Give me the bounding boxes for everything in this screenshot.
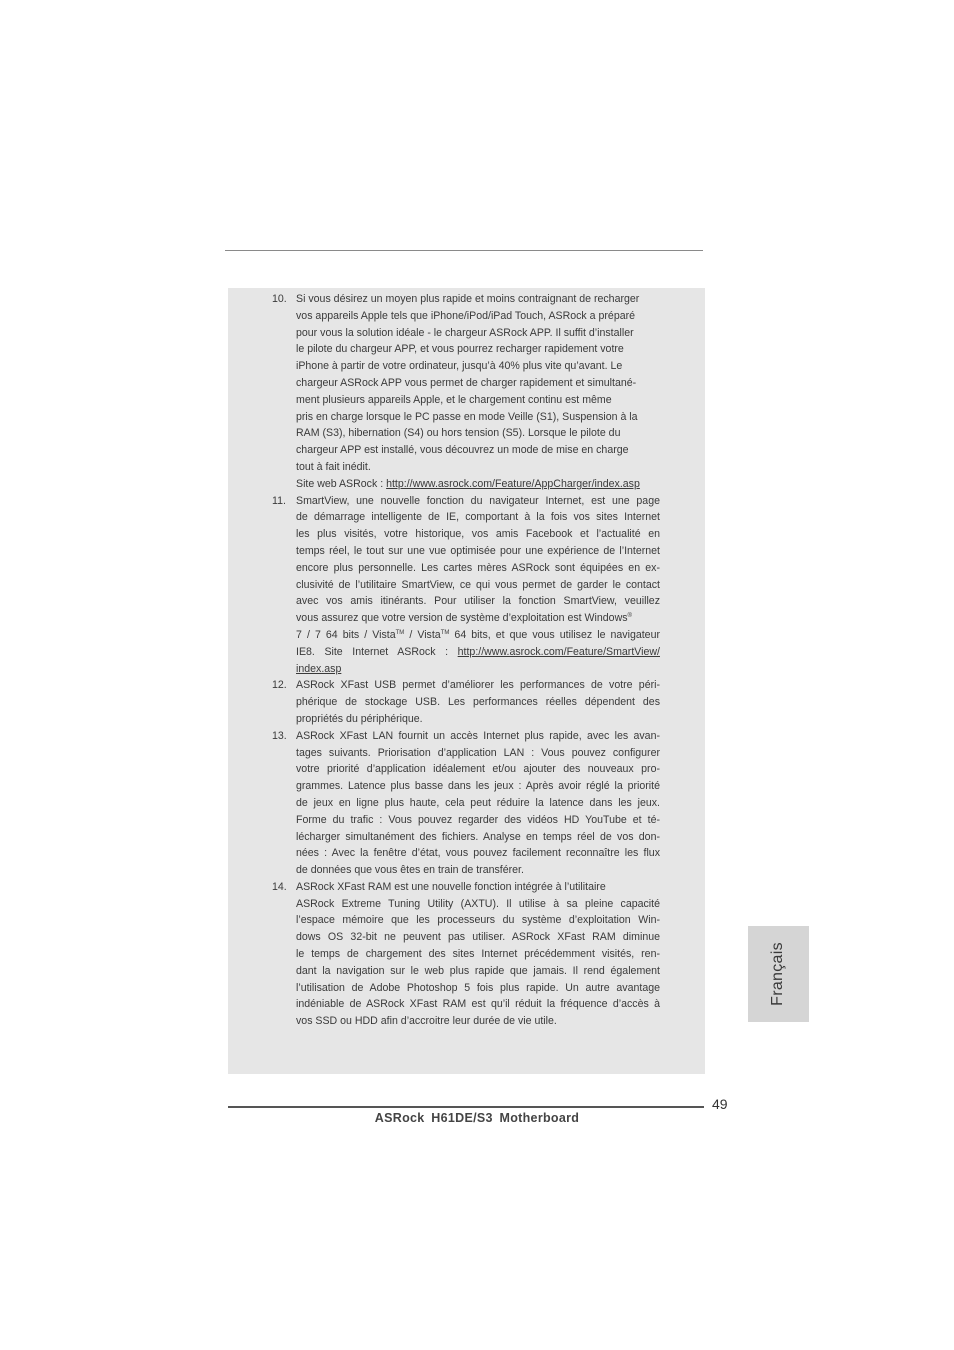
- os-text: / Vista: [404, 628, 441, 641]
- text-line: SmartView, une nouvelle fonction du navigateur Internet, est une page: [296, 494, 660, 507]
- text-line: vos SSD ou HDD afin d’accroitre leur durée de vie utile.: [296, 1015, 557, 1028]
- text-line: chargeur APP est installé, vous découvrez un mode de mise en charge: [296, 444, 629, 457]
- text-line: avec vos amis itinérants. Pour utiliser la fonction SmartView, veuillez: [296, 595, 660, 608]
- list-item: [228, 677, 705, 727]
- list-item: [228, 879, 705, 1030]
- footer-divider: [228, 1106, 704, 1108]
- list-item: [228, 493, 705, 678]
- text-line: les plus visités, votre historique, vos amis Facebook et l’actualité en: [296, 528, 660, 541]
- footer-title: ASRock H61DE/S3 Motherboard: [374, 1111, 580, 1125]
- text-line: l’espace mémoire que les processeurs du système d’exploitation Win-: [296, 914, 660, 927]
- item-body: [296, 879, 660, 1030]
- item-body: [296, 291, 660, 493]
- text-line: iPhone à partir de votre ordinateur, jusqu’à 40% plus vite qu’avant. Le: [296, 360, 623, 373]
- website-label: IE8. Site Internet ASRock :: [296, 645, 458, 658]
- text-line: ASRock XFast RAM est une nouvelle fonction intégrée à l’utilitaire: [296, 880, 606, 893]
- content-panel: [228, 288, 705, 1074]
- item-number: 10.: [272, 293, 287, 305]
- text-line: grammes. Latence plus basse dans les jeux : Après avoir réglé la priorité: [296, 780, 660, 793]
- item-number: 12.: [272, 679, 287, 692]
- item-number: 13.: [272, 729, 287, 742]
- os-requirement-line: [296, 610, 660, 627]
- text-line: pris en charge lorsque le PC passe en mode Veille (S1), Suspension à la: [296, 410, 638, 423]
- text-line: Si vous désirez un moyen plus rapide et moins contraignant de recharger: [296, 293, 640, 305]
- os-text: vous assurez que votre version de système d’exploitation est Windows: [296, 612, 628, 625]
- item-body: [296, 728, 660, 879]
- list-item: [228, 291, 705, 493]
- text-line: tages suivants. Priorisation d’application LAN : Vous pouvez configurer: [296, 746, 660, 759]
- text-line: de démarrage intelligente de IE, comportant à la fois vos sites Internet: [296, 511, 660, 524]
- feature-list: [228, 291, 705, 1030]
- text-line: nées : Avec la fenêtre d’état, vous pouvez facilement reconnaître les flux: [296, 847, 660, 860]
- text-line: lécharger simultanément des fichiers. Analyse en temps réel de vos don-: [296, 830, 660, 843]
- item-number: 11.: [272, 494, 286, 507]
- text-line: ASRock Extreme Tuning Utility (AXTU). Il utilise à sa pleine capacité: [296, 897, 660, 910]
- text-line: clusivité de l’utilitaire SmartView, ce qui vous permet de garder le contact: [296, 578, 660, 591]
- text-line: de données que vous êtes en train de transférer.: [296, 864, 524, 877]
- website-line: [296, 644, 660, 661]
- os-requirement-line: [296, 627, 660, 644]
- website-line: [296, 476, 660, 493]
- text-line: indéniable de ASRock XFast RAM est qu’il réduit la fréquence d’accès à: [296, 998, 660, 1011]
- text-line: RAM (S3), hibernation (S4) ou hors tension (S5). Lorsque le pilote du: [296, 427, 621, 440]
- os-text: 7 / 7 64 bits / Vista: [296, 628, 396, 641]
- smartview-link-continued[interactable]: index.asp: [296, 662, 342, 675]
- text-line: ASRock XFast LAN fournit un accès Internet plus rapide, avec les avan-: [296, 729, 660, 742]
- text-line: Forme du trafic : Vous pouvez regarder des vidéos HD YouTube et té-: [296, 813, 660, 826]
- text-line: de jeux en ligne plus haute, cela peut réduire la latence dans les jeux.: [296, 796, 660, 809]
- text-line: chargeur ASRock APP vous permet de charger rapidement et simultané-: [296, 376, 637, 389]
- text-line: vos appareils Apple tels que iPhone/iPod/iPad Touch, ASRock a préparé: [296, 309, 636, 322]
- text-line: encore plus personnelle. Les cartes mères ASRock sont équipées en ex-: [296, 561, 660, 574]
- os-text: 64 bits, et que vous utilisez le navigateur: [449, 628, 660, 641]
- text-line: ment plusieurs appareils Apple, et le chargement continu est même: [296, 393, 612, 406]
- text-line: votre priorité d’application idéalement et/ou ajouter des nouveaux pro-: [296, 763, 660, 776]
- item-number: 14.: [272, 880, 287, 893]
- text-line: pour vous la solution idéale - le chargeur ASRock APP. Il suffit d’installer: [296, 326, 634, 339]
- text-line: l’utilisation de Adobe Photoshop 5 fois plus rapide. Un autre avantage: [296, 981, 660, 994]
- text-line: dant la navigation sur le web plus rapide que jamais. Il rend également: [296, 964, 660, 977]
- item-body: [296, 493, 660, 678]
- text-line: temps réel, le tout sur une vue optimisée pour une expérience de l’Internet: [296, 544, 660, 557]
- appcharger-link[interactable]: http://www.asrock.com/Feature/AppCharger/index.asp: [386, 477, 640, 490]
- text-line: le pilote du chargeur APP, et vous pourrez recharger rapidement votre: [296, 343, 624, 356]
- item-body: [296, 677, 660, 727]
- text-line: le temps de chargement des sites Internet précédemment visités, ren-: [296, 948, 660, 961]
- header-divider: [225, 250, 703, 251]
- trademark-mark: TM: [395, 629, 405, 636]
- website-label: Site web ASRock :: [296, 477, 387, 490]
- text-line: phérique de stockage USB. Les performances réelles dépendent des: [296, 696, 660, 709]
- text-line: tout à fait inédit.: [296, 460, 371, 473]
- list-item: [228, 728, 705, 879]
- language-tab-label: Français: [769, 942, 786, 1006]
- website-line: [296, 661, 660, 678]
- text-line: propriétés du périphérique.: [296, 712, 423, 725]
- page-number: 49: [712, 1096, 728, 1112]
- smartview-link[interactable]: http://www.asrock.com/Feature/SmartView/: [457, 645, 660, 658]
- language-tab: [748, 926, 809, 1022]
- text-line: ASRock XFast USB permet d’améliorer les performances de votre péri-: [296, 679, 660, 692]
- trademark-mark: TM: [440, 629, 450, 636]
- registered-mark: ®: [627, 613, 632, 620]
- text-line: dows OS 32-bit ne peuvent pas utiliser. ASRock XFast RAM diminue: [296, 931, 660, 944]
